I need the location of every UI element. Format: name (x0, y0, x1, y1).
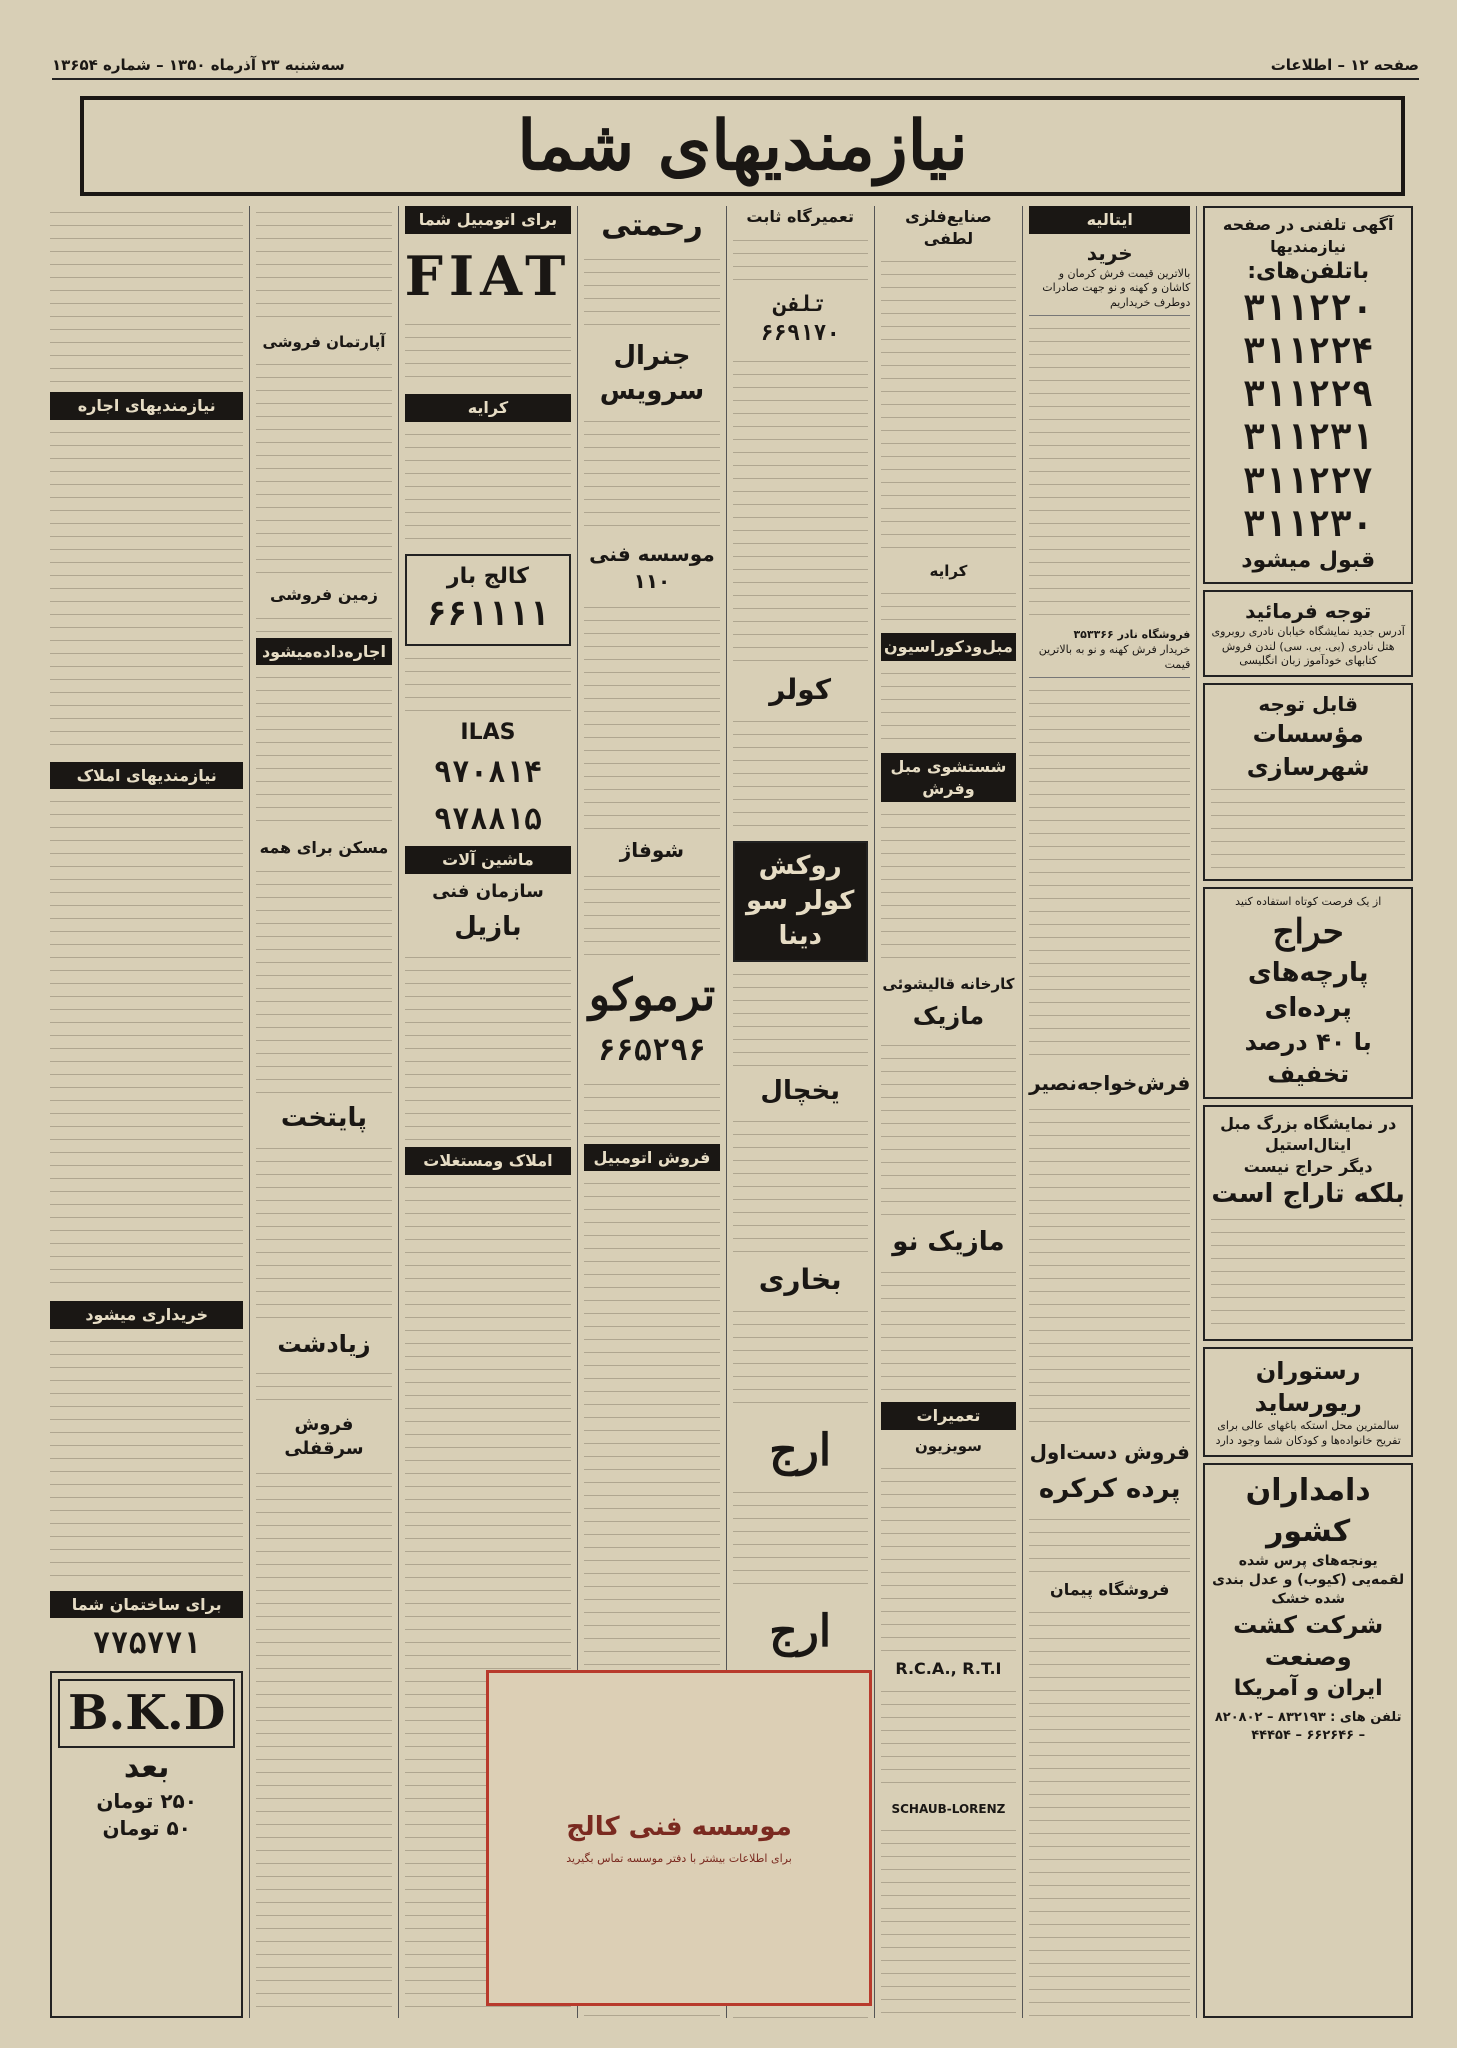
ranchers-phones: تلفن های : ۸۳۲۱۹۳ – ۸۲۰۸۰۲ – ۶۶۲۶۴۶ – ۴۴۴۵۴ (1214, 1710, 1402, 1743)
college-phone: ۶۶۱۱۱۱ (426, 593, 550, 634)
classified-lines (881, 667, 1016, 747)
furniture-heading: مبل‌ودکوراسیون (881, 633, 1016, 661)
banner-title: نیازمندیهای شما (517, 106, 968, 186)
bokhari-title: بخاری (758, 1263, 842, 1297)
classified-lines (584, 870, 719, 960)
increase-title: زیادشت (277, 1330, 371, 1359)
store-text: خریدار فرش کهنه و نو به بالاترین قیمت (1038, 642, 1191, 671)
classified-lines (1029, 1606, 1190, 2018)
ilas-logo: ILAS (460, 719, 516, 745)
rent-heading: کرایه (405, 394, 572, 422)
classified-lines (1029, 1103, 1190, 1433)
rahmati-title: رحمتی (601, 208, 703, 243)
repair-sabet-phone: تلفن ۶۶۹۱۷۰ (760, 291, 840, 347)
classified-lines (405, 951, 572, 1141)
phone-ad-box (1203, 206, 1413, 584)
phone-number: ۳۱۱۲۳۰ (1243, 503, 1374, 545)
bkd-price: ۲۵۰ تومان (96, 1789, 197, 1814)
column-8 (44, 206, 249, 2018)
classified-lines (50, 795, 243, 1295)
magic-new-title: مازیک نو (892, 1226, 1005, 1257)
classified-lines (733, 968, 868, 1068)
sale-needed-heading: نیازمندیهای املاک (50, 762, 243, 790)
classified-lines (881, 255, 1016, 555)
classified-lines (256, 358, 391, 578)
bkd-fa: بعد (123, 1749, 170, 1785)
ranchers-ad (1203, 1463, 1413, 2018)
classified-lines (405, 652, 572, 712)
classified-lines (733, 715, 868, 835)
carpet-new-title: فروش دست‌اول (1029, 1439, 1190, 1464)
rent-needed-heading: نیازمندیهای اجاره (50, 392, 243, 420)
classified-lines (50, 1335, 243, 1585)
general-title: جنرال سرویس (599, 340, 705, 406)
classified-lines (584, 415, 719, 535)
column-1 (1196, 206, 1419, 2018)
phone-ad-with: باتلفن‌های: (1247, 259, 1370, 285)
classified-lines (1029, 1513, 1190, 1573)
washing-heading: شستشوی مبل وفرش (881, 753, 1016, 802)
curtain-sale-ad (1203, 887, 1413, 1099)
industry-title: صنایع‌فلزی لطفی (905, 207, 992, 248)
classified-lines (881, 1266, 1016, 1396)
classified-lines (256, 1467, 391, 2018)
schaub-title: SCHAUB-LORENZ (891, 1802, 1006, 1817)
arj-logo: ارج (769, 1424, 832, 1476)
arj-logo: ارج (769, 1606, 832, 1658)
phone-ad-notice: آگهی تلفنی در صفحه نیازمندیها (1222, 215, 1394, 256)
phone-number: ۳۱۱۲۲۹ (1243, 374, 1374, 416)
technical-title: موسسه فنی ۱۱۰ (589, 541, 715, 593)
real-estate-heading: املاک ومستغلات (405, 1147, 572, 1175)
phone-ad-accepted: قبول میشود (1241, 548, 1376, 573)
restaurant-text: سالمترین محل استکه باغهای عالی برای تفریح خانواده‌ها و کودکان شما وجود دارد (1215, 1419, 1401, 1448)
chance-text: از یک فرصت کوتاه استفاده کنید (1235, 895, 1382, 908)
builders-ad (1203, 683, 1413, 881)
buy-title: خرید (1086, 240, 1133, 265)
curtains-title: پارچه‌های پرده‌ای (1247, 957, 1369, 1023)
classified-lines (256, 671, 391, 831)
no-more-sale: دیگر حراج نیست (1243, 1156, 1373, 1176)
classified-lines (881, 808, 1016, 968)
housing-title: مسکن برای همه (259, 838, 389, 858)
notable-title: قابل توجه (1258, 692, 1358, 717)
phone-number: ۳۱۱۲۳۱ (1243, 417, 1374, 459)
classified-lines (733, 1486, 868, 1596)
shofaj-title: شوفاژ (619, 837, 685, 862)
bkd-ad (50, 1671, 243, 2018)
bkd-logo: B.K.D (58, 1679, 235, 1748)
store-peyman: فروشگاه پیمان (1050, 1579, 1170, 1599)
classified-lines (50, 426, 243, 756)
thermocool-logo: ترموکو (588, 969, 716, 1021)
classified-lines (256, 1367, 391, 1407)
college-title: کالج بار (446, 564, 529, 590)
page-info: صفحه ۱۲ – اطلاعات (1270, 56, 1419, 74)
institute-ad (486, 1670, 872, 2006)
restaurant-title: رستوران ریورساید (1254, 1356, 1362, 1417)
classified-lines (405, 428, 572, 548)
ranchers-title: دامداران کشور (1245, 1473, 1371, 1549)
kolar-title: کولر (769, 672, 832, 706)
attention-text: آدرس جدید نمایشگاه خیابان نادری روبروی هتل نادری (بی. بی. سی) لندن فروش کتابهای خودآموز زبان انگلیسی (1211, 624, 1405, 668)
page-header (52, 52, 1419, 80)
college-ad (405, 554, 572, 646)
for-building-heading: برای ساختمان شما (50, 1591, 243, 1619)
classified-lines (881, 587, 1016, 627)
bkd-price: ۵۰ تومان (102, 1816, 191, 1841)
for-car-heading: برای اتومبیل شما (405, 206, 572, 234)
classified-lines (256, 206, 391, 326)
bazil-title: بازیل (454, 912, 522, 943)
classified-lines (733, 355, 868, 665)
classified-lines (584, 253, 719, 333)
buying-heading: خریداری میشود (50, 1301, 243, 1329)
plunder-text: بلکه تاراج است (1211, 1179, 1405, 1210)
classified-lines (881, 1462, 1016, 1652)
classified-lines (733, 234, 868, 284)
kolar-cover-ad: روکش کولر سو دینا (733, 841, 868, 962)
sale-title: حراج (1272, 911, 1344, 952)
machines-heading: ماشین آلات (405, 846, 572, 874)
furniture-ad (1203, 1105, 1413, 1341)
company-title: شرکت کشت وصنعت (1233, 1610, 1384, 1672)
classified-lines (256, 612, 391, 632)
institute-text: برای اطلاعات بیشتر با دفتر موسسه تماس بگیرید (566, 1851, 792, 1865)
classified-lines (256, 865, 391, 1095)
column-3 (874, 206, 1022, 2018)
phone-number: ۳۱۱۲۲۴ (1243, 331, 1374, 373)
classified-lines (50, 206, 243, 386)
rent-given-heading: اجاره‌داده‌میشود (256, 638, 391, 666)
capital-title: پایتخت (280, 1103, 368, 1134)
transfer-title: فروش سرقفلی (284, 1413, 364, 1459)
classified-lines (405, 318, 572, 388)
classified-lines (881, 1824, 1016, 2018)
svizon-title: سویزیون (914, 1436, 982, 1455)
thermocool-phone: ۶۶۵۲۹۶ (597, 1033, 707, 1069)
car-sale-heading: فروش اتومبیل (584, 1144, 719, 1172)
ilas-phone: ۹۷۸۸۱۵ (433, 801, 543, 837)
discount-text: با ۴۰ درصد تخفیف (1244, 1027, 1372, 1089)
store-ad (1029, 628, 1190, 678)
carpet-factory-title: کارخانه قالیشوئی (882, 975, 1015, 994)
institute-title: موسسه فنی کالج (566, 1811, 792, 1842)
repair-sabet-title: تعمیرگاه ثابت (746, 207, 854, 226)
classified-lines (256, 1142, 391, 1322)
column-2 (1022, 206, 1196, 2018)
store-title: فروشگاه نادر ۳۵۳۳۶۶ (1073, 628, 1191, 642)
attention-ad (1203, 590, 1413, 678)
issue-date: سه‌شنبه ۲۳ آذرماه ۱۳۵۰ – شماره ۱۳۶۵۴ (52, 56, 345, 74)
iran-america: ایران و آمریکا (1233, 1675, 1383, 1701)
ranchers-text: یونجه‌های پرس شده لقمه‌یی (کیوب) و عدل بندی شده خشک (1212, 1553, 1405, 1607)
classified-lines (881, 1685, 1016, 1795)
classified-lines (584, 1078, 719, 1138)
fridge-title: یخچال (760, 1076, 840, 1107)
builders-body (1211, 783, 1405, 873)
column-7 (249, 206, 397, 2018)
apartment-sale-title: آپارتمان فروشی (262, 333, 386, 351)
magic-title: مازیک (912, 1002, 985, 1031)
curtain-board-title: پرده کرکره (1038, 1473, 1181, 1504)
land-sale-title: زمین فروشی (269, 585, 378, 605)
building-phone: ۷۷۵۷۷۱ (92, 1626, 201, 1662)
classified-lines (881, 1039, 1016, 1219)
rent-title: کرایه (929, 562, 968, 581)
repairs-heading: تعمیرات (881, 1402, 1016, 1430)
classified-lines (584, 601, 719, 831)
rca-title: R.C.A., R.T.I (895, 1658, 1002, 1678)
technical-org-title: سازمان فنی (432, 880, 544, 902)
attention-title: توجه فرمائید (1245, 598, 1372, 623)
buy-ad (1029, 240, 1190, 317)
section-banner (80, 96, 1405, 196)
ilas-phone: ۹۷۰۸۱۴ (433, 755, 543, 791)
furniture-exhibit: در نمایشگاه بزرگ مبل ایتال‌استیل (1220, 1113, 1397, 1155)
classified-lines (1029, 684, 1190, 1064)
restaurant-ad (1203, 1347, 1413, 1457)
classified-lines (733, 1305, 868, 1415)
carpet-title: فرش‌خواجه‌نصیر (1029, 1070, 1191, 1095)
fiat-logo: FIAT (404, 243, 572, 308)
furniture-body (1211, 1213, 1405, 1333)
italy-heading: ایتالیه (1029, 206, 1190, 234)
classified-lines (733, 1115, 868, 1255)
phone-number: ۳۱۱۲۲۷ (1243, 460, 1374, 502)
phone-number: ۳۱۱۲۲۰ (1243, 287, 1374, 329)
classified-lines (1029, 322, 1190, 622)
builders-title: مؤسسات شهرسازی (1246, 720, 1370, 781)
buy-text: بالاترین قیمت فرش کرمان و کاشان و کهنه و نو جهت صادرات دوطرف خریداریم (1042, 266, 1191, 310)
